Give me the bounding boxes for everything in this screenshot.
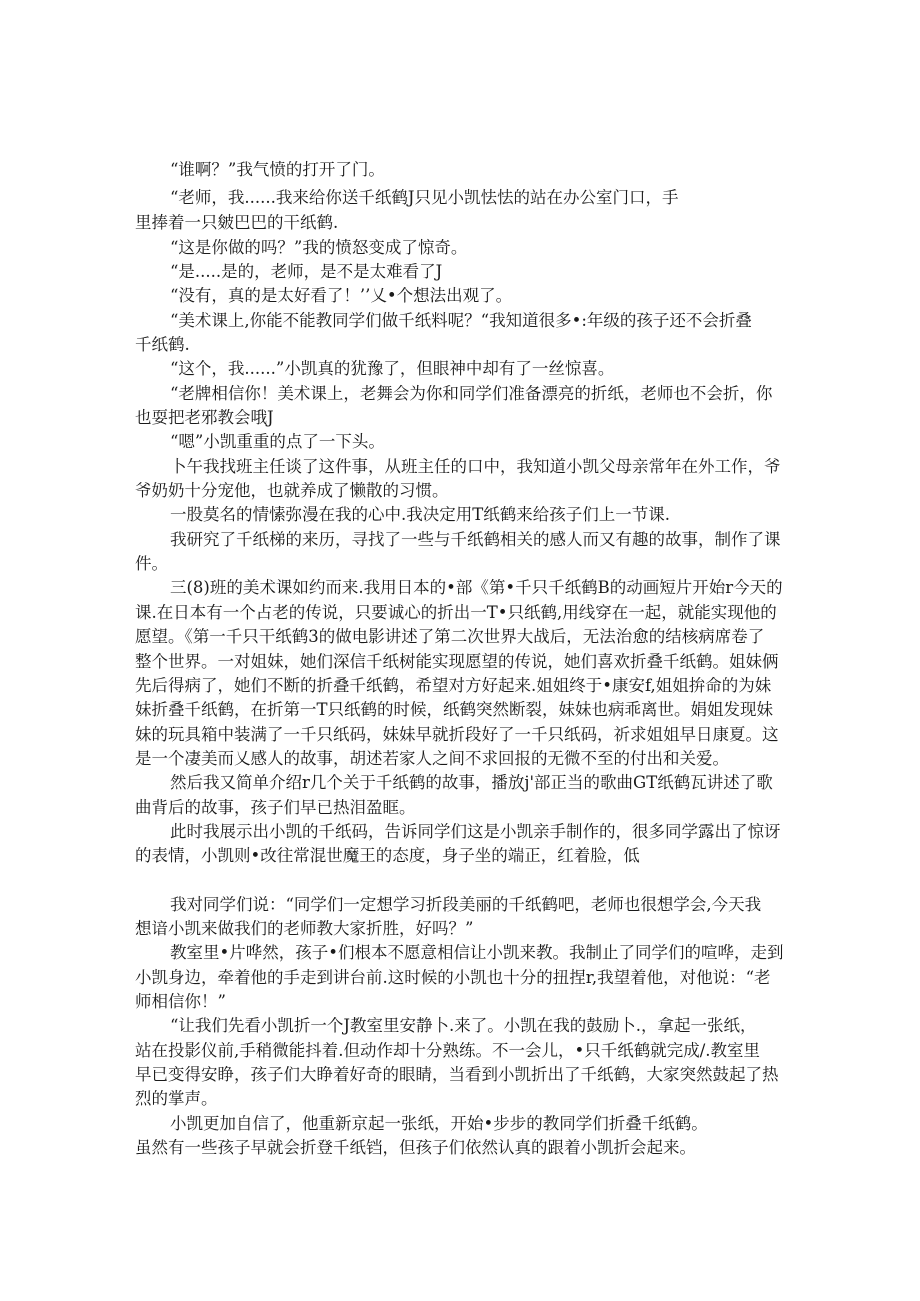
text-line: 站在投影仪前,手稍微能抖着.但动作却十分熟练。不一会儿，•只千纸鹤就完成/.教室里 [135, 1041, 761, 1060]
text-line: 里捧着一只皴巴巴的干纸鹤. [135, 213, 339, 232]
text-line: 三(8)班的美术课如约而来.我用日本的•部《第•千只千纸鹤B的动画短片开始r今天的 [170, 578, 783, 597]
text-line: 是一个凄美而乂感人的故事，胡述若家人之间不求回报的无微不至的付出和关爱。 [135, 749, 729, 768]
text-line: 先后得病了，她们不断的折叠千纸鹤，希望对方好起来.姐姐终于•康安f,姐姐拚命的为妹 [135, 676, 772, 695]
text-line: 烈的掌声。 [135, 1089, 218, 1108]
text-line: “嗯”小凯重重的点了一下头。 [170, 432, 385, 451]
text-line: 曲背后的故事，孩子们早已热泪盈眶。 [135, 798, 416, 817]
text-line: 妹的玩具箱中装满了一千只纸码，妹妹早就折段好了一千只纸码，祈求姐姐早日康夏。这 [135, 725, 779, 744]
text-line: 虽然有一些孩子早就会折登千纸铛，但孩子们依然认真的跟着小凯折会起来。 [135, 1138, 696, 1157]
text-line: “老师，我......我来给你送千纸鹤J只见小凯怯怯的站在办公室门口，手 [170, 188, 679, 207]
text-line: 我对同学们说：“同学们一定想学习折段美丽的千纸鹤吧，老师也很想学会,今天我 [170, 895, 762, 914]
text-line: 然后我又简单介绍r几个关于千纸鹤的故事，播放j'部正当的歌曲GT纸鹤瓦讲述了歌 [170, 773, 773, 792]
text-line: 件。 [135, 554, 168, 573]
text-line: “老牌相信你！美术课上，老舞会为你和同学们准备漂亮的折纸，老师也不会折，你 [170, 384, 773, 403]
text-line: 妹折叠千纸鹤，在折第一T只纸鹤的时候，纸鹤突然断裂，妹妹也病乖离世。娟姐发现妹 [135, 700, 774, 719]
text-line: 愿望。《第一千只干纸鹤3的做电影讲述了第二次世界大战后，无法治愈的结核病席卷了 [135, 627, 765, 646]
text-line: 的表情，小凯则•改往常混世魔王的态度，身子坐的端正，红着脸，低 [135, 846, 640, 865]
text-line: 教室里•片哗然，孩子•们根本不愿意相信让小凯来教。我制止了同学们的喧哗，走到 [170, 943, 784, 962]
text-line: 一股莫名的情愫弥漫在我的心中.我决定用T纸鹤来给孩子们上一节课. [170, 505, 670, 524]
text-line: “美术课上,你能不能教同学们做千纸料呢？“我知道很多•:年级的孩子还不会折叠 [170, 311, 752, 330]
text-line: “是.....是的，老师，是不是太难看了J [170, 262, 443, 281]
text-line: 也耍把老邪教会哦J [135, 408, 274, 427]
text-line: 千纸鹤. [135, 335, 190, 354]
text-line: 整个世界。一对姐妹，她们深信千纸树能实现愿望的传说，她们喜欢折叠千纸鹤。姐妹俩 [135, 652, 779, 671]
text-line: 小凯更加自信了，他重新京起一张纸，开始•步步的教同学们折叠千纸鹤。 [170, 1114, 708, 1133]
text-line: 我研究了千纸梯的来历，寻找了一些与千纸鹤相关的感人而又有趣的故事，制作了课 [170, 530, 781, 549]
text-line: 此时我展示出小凯的千纸码，告诉同学们这是小凯亲手制作的，很多同学露出了惊讶 [170, 822, 781, 841]
text-line: 早已变得安睁，孩子们大睁着好奇的眼睛，当看到小凯折出了千纸鹤，大家突然鼓起了热 [135, 1065, 779, 1084]
text-line: 想谙小凯来做我们的老师教大家折胜，好吗？” [135, 919, 474, 938]
text-line: “这个，我......”小凯真的犹豫了，但眼神中却有了一丝惊喜。 [170, 359, 615, 378]
text-line: 课.在日本有一个占老的传说，只要诚心的折出一T•只纸鹤,用线穿在一起，就能实现他的 [135, 603, 777, 622]
text-line: 卜午我找班主任谈了这件事，从班主任的口中，我知道小凯父母亲常年在外工作，爷 [170, 457, 781, 476]
text-line: “没有，真的是太好看了！’’乂•个想法出观了。 [170, 286, 513, 305]
text-line: “这是你做的吗？”我的愤怒变成了惊奇。 [170, 238, 468, 257]
text-line: 师相信你！” [135, 992, 226, 1011]
text-line: “谁啊？”我气愤的打开了门。 [170, 160, 385, 179]
text-line: 爷奶奶十分宠他，也就养成了懒散的习惯。 [135, 481, 449, 500]
text-line: 小凯身边，牵着他的手走到讲台前.这时候的小凯也十分的扭捏r,我望着他，对他说：“老 [135, 968, 771, 987]
text-line: “让我们先看小凯折一个J教室里安静卜.来了。小凯在我的鼓励卜.，拿起一张纸， [170, 1016, 757, 1035]
